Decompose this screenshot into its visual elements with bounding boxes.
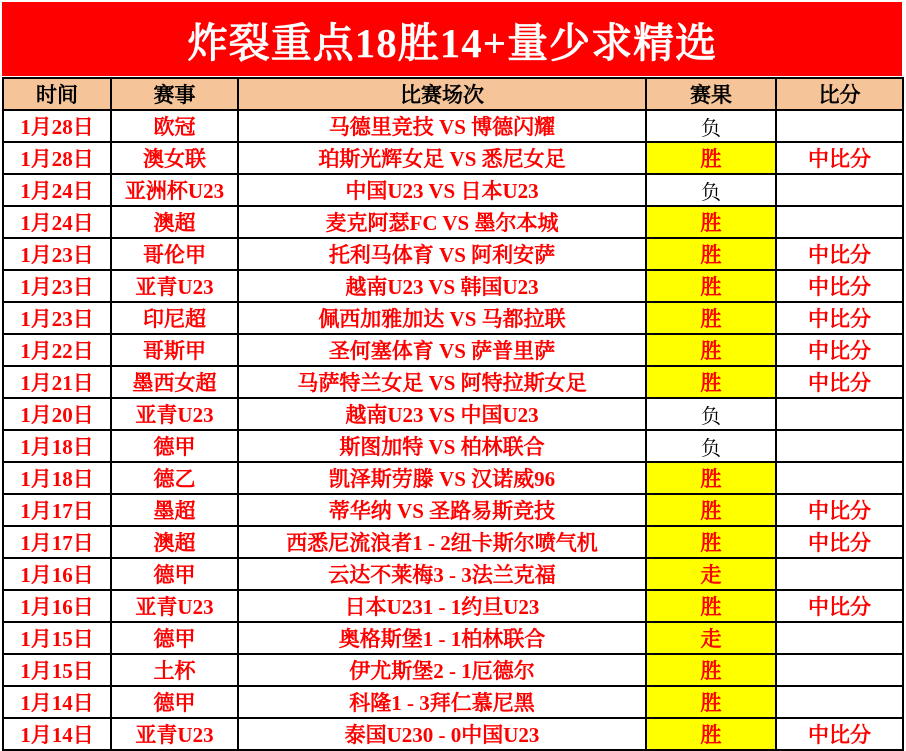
league-cell: 德甲: [111, 622, 238, 654]
table-row: [3, 462, 903, 494]
date-cell: 1月18日: [3, 462, 111, 494]
table-row: [3, 270, 903, 302]
banner-title: 炸裂重点18胜14+量少求精选: [186, 19, 718, 66]
table-row: [3, 686, 903, 718]
league-cell: 哥斯甲: [111, 334, 238, 366]
table-row: [3, 238, 903, 270]
score-cell: 中比分: [776, 270, 903, 302]
result-cell: 胜: [646, 526, 776, 558]
league-cell: 亚洲杯U23: [111, 174, 238, 206]
date-cell: 1月28日: [3, 110, 111, 142]
table-row: [3, 718, 903, 750]
league-cell: 土杯: [111, 654, 238, 686]
result-cell: 走: [646, 558, 776, 590]
league-cell: 澳超: [111, 526, 238, 558]
date-cell: 1月15日: [3, 622, 111, 654]
score-cell: 中比分: [776, 366, 903, 398]
table-row: [3, 302, 903, 334]
league-cell: 亚青U23: [111, 398, 238, 430]
result-cell: 胜: [646, 238, 776, 270]
date-cell: 1月28日: [3, 142, 111, 174]
score-cell: [776, 206, 903, 238]
date-cell: 1月21日: [3, 366, 111, 398]
match-cell: 中国U23 VS 日本U23: [238, 174, 646, 206]
league-cell: 德乙: [111, 462, 238, 494]
score-cell: 中比分: [776, 142, 903, 174]
date-cell: 1月15日: [3, 654, 111, 686]
table-row: [3, 526, 903, 558]
date-cell: 1月18日: [3, 430, 111, 462]
match-cell: 泰国U230 - 0中国U23: [238, 718, 646, 750]
table-row: [3, 206, 903, 238]
result-cell: 胜: [646, 686, 776, 718]
result-cell: 胜: [646, 654, 776, 686]
score-cell: 中比分: [776, 238, 903, 270]
match-cell: 蒂华纳 VS 圣路易斯竞技: [238, 494, 646, 526]
results-table: [2, 77, 904, 751]
result-cell: 胜: [646, 366, 776, 398]
league-cell: 亚青U23: [111, 270, 238, 302]
match-cell: 奥格斯堡1 - 1柏林联合: [238, 622, 646, 654]
date-cell: 1月24日: [3, 206, 111, 238]
match-cell: 托利马体育 VS 阿利安萨: [238, 238, 646, 270]
table-row: [3, 398, 903, 430]
score-cell: 中比分: [776, 590, 903, 622]
match-cell: 越南U23 VS 韩国U23: [238, 270, 646, 302]
score-cell: 中比分: [776, 334, 903, 366]
match-cell: 圣何塞体育 VS 萨普里萨: [238, 334, 646, 366]
score-cell: [776, 430, 903, 462]
date-cell: 1月22日: [3, 334, 111, 366]
date-cell: 1月17日: [3, 494, 111, 526]
col-header-league: 赛事: [111, 78, 238, 110]
table-row: [3, 622, 903, 654]
score-cell: [776, 174, 903, 206]
match-cell: 日本U231 - 1约旦U23: [238, 590, 646, 622]
match-cell: 佩西加雅加达 VS 马都拉联: [238, 302, 646, 334]
table-row: [3, 494, 903, 526]
league-cell: 哥伦甲: [111, 238, 238, 270]
score-cell: 中比分: [776, 526, 903, 558]
result-cell: 负: [646, 398, 776, 430]
score-cell: 中比分: [776, 718, 903, 750]
col-header-time: 时间: [3, 78, 111, 110]
result-cell: 胜: [646, 302, 776, 334]
score-cell: [776, 110, 903, 142]
date-cell: 1月14日: [3, 718, 111, 750]
result-cell: 负: [646, 174, 776, 206]
date-cell: 1月23日: [3, 238, 111, 270]
score-cell: [776, 462, 903, 494]
result-cell: 胜: [646, 270, 776, 302]
result-cell: 胜: [646, 462, 776, 494]
date-cell: 1月16日: [3, 590, 111, 622]
score-cell: [776, 654, 903, 686]
score-cell: 中比分: [776, 494, 903, 526]
score-cell: [776, 398, 903, 430]
match-cell: 凯泽斯劳滕 VS 汉诺威96: [238, 462, 646, 494]
match-cell: 马德里竞技 VS 博德闪耀: [238, 110, 646, 142]
match-cell: 越南U23 VS 中国U23: [238, 398, 646, 430]
table-body: [3, 110, 903, 750]
result-cell: 胜: [646, 142, 776, 174]
match-cell: 西悉尼流浪者1 - 2纽卡斯尔喷气机: [238, 526, 646, 558]
table-row: [3, 142, 903, 174]
result-cell: 胜: [646, 334, 776, 366]
league-cell: 墨超: [111, 494, 238, 526]
header-row: [3, 78, 903, 110]
banner: [2, 2, 902, 76]
col-header-result: 赛果: [646, 78, 776, 110]
score-cell: [776, 558, 903, 590]
league-cell: 亚青U23: [111, 590, 238, 622]
league-cell: 澳女联: [111, 142, 238, 174]
score-cell: 中比分: [776, 302, 903, 334]
date-cell: 1月14日: [3, 686, 111, 718]
result-cell: 胜: [646, 590, 776, 622]
col-header-match: 比赛场次: [238, 78, 646, 110]
table-row: [3, 654, 903, 686]
table-row: [3, 110, 903, 142]
date-cell: 1月17日: [3, 526, 111, 558]
league-cell: 欧冠: [111, 110, 238, 142]
league-cell: 印尼超: [111, 302, 238, 334]
date-cell: 1月24日: [3, 174, 111, 206]
table-row: [3, 174, 903, 206]
table-row: [3, 430, 903, 462]
date-cell: 1月23日: [3, 302, 111, 334]
date-cell: 1月20日: [3, 398, 111, 430]
match-cell: 珀斯光辉女足 VS 悉尼女足: [238, 142, 646, 174]
match-cell: 云达不莱梅3 - 3法兰克福: [238, 558, 646, 590]
league-cell: 德甲: [111, 430, 238, 462]
match-cell: 科隆1 - 3拜仁慕尼黑: [238, 686, 646, 718]
result-cell: 胜: [646, 206, 776, 238]
table-row: [3, 366, 903, 398]
score-cell: [776, 686, 903, 718]
match-cell: 马萨特兰女足 VS 阿特拉斯女足: [238, 366, 646, 398]
result-cell: 胜: [646, 494, 776, 526]
table-row: [3, 590, 903, 622]
league-cell: 墨西女超: [111, 366, 238, 398]
match-cell: 麦克阿瑟FC VS 墨尔本城: [238, 206, 646, 238]
league-cell: 德甲: [111, 558, 238, 590]
date-cell: 1月16日: [3, 558, 111, 590]
table-row: [3, 558, 903, 590]
result-cell: 走: [646, 622, 776, 654]
result-cell: 负: [646, 110, 776, 142]
score-cell: [776, 622, 903, 654]
match-cell: 斯图加特 VS 柏林联合: [238, 430, 646, 462]
result-cell: 胜: [646, 718, 776, 750]
result-cell: 负: [646, 430, 776, 462]
table-row: [3, 334, 903, 366]
league-cell: 德甲: [111, 686, 238, 718]
date-cell: 1月23日: [3, 270, 111, 302]
league-cell: 亚青U23: [111, 718, 238, 750]
match-cell: 伊尤斯堡2 - 1厄德尔: [238, 654, 646, 686]
league-cell: 澳超: [111, 206, 238, 238]
col-header-score: 比分: [776, 78, 903, 110]
